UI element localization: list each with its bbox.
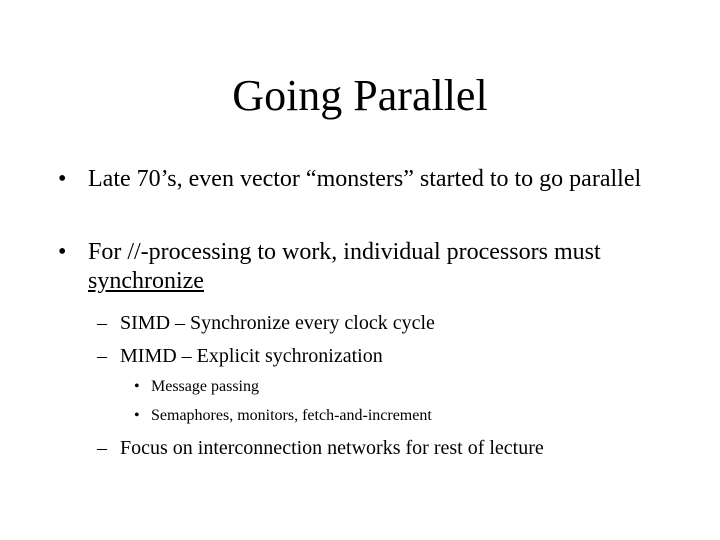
sub-item-text: SIMD – Synchronize every clock cycle <box>120 312 435 334</box>
sub-item-focus <box>97 434 677 462</box>
bullet-item-late-70s <box>58 165 668 194</box>
dash-icon: – <box>97 312 107 334</box>
bullet-icon: • <box>58 239 67 265</box>
bullet-icon: • <box>134 407 140 424</box>
sub-sub-item-semaphores <box>134 404 694 428</box>
bullet-icon: • <box>58 166 67 192</box>
underlined-term: synchronize <box>88 268 204 294</box>
sub-sub-item-text: Message passing <box>151 378 259 395</box>
bullet-text-main: For //-processing to work, individual processors must <box>88 239 601 265</box>
sub-item-mimd <box>97 342 677 370</box>
sub-item-text: Focus on interconnection networks for rest of lecture <box>120 437 544 459</box>
sub-sub-item-message-passing <box>134 375 694 399</box>
dash-icon: – <box>97 437 107 459</box>
dash-icon: – <box>97 345 107 367</box>
sub-sub-item-text: Semaphores, monitors, fetch-and-increment <box>151 407 432 424</box>
bullet-text: Late 70’s, even vector “monsters” started to to go parallel <box>88 166 642 192</box>
slide-title: Going Parallel <box>232 71 488 120</box>
sub-item-simd <box>97 309 677 337</box>
sub-item-text: MIMD – Explicit sychronization <box>120 345 383 367</box>
bullet-icon: • <box>134 378 140 395</box>
bullet-text <box>58 238 668 296</box>
bullet-item-processing <box>58 238 668 296</box>
